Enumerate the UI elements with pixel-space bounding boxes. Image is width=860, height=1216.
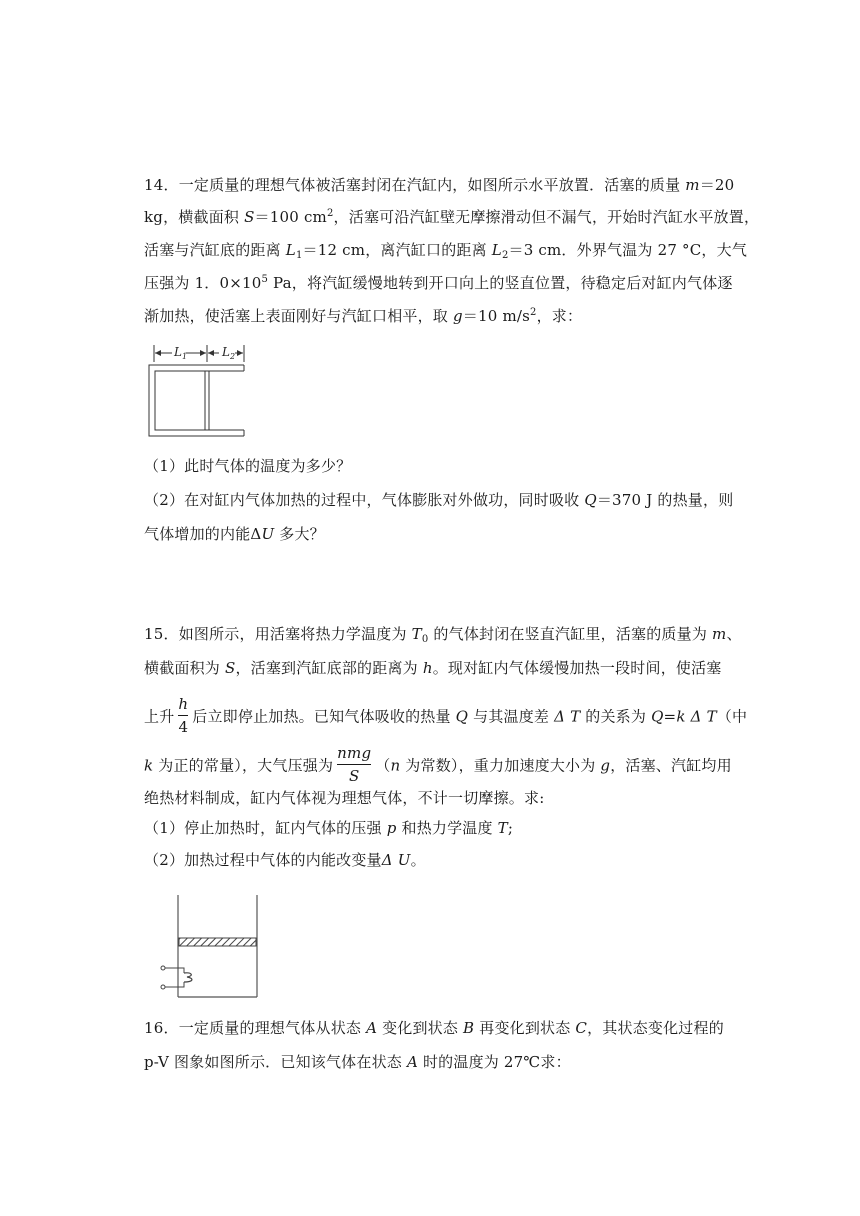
q15-line-5 — [144, 788, 544, 808]
q15-text: 。现对缸内气体缓慢加热一段时间，使活塞 — [432, 659, 722, 677]
q16-line-2 — [144, 1052, 571, 1072]
q16-var-A: A — [366, 1019, 378, 1037]
q16-var-C: C — [575, 1019, 588, 1037]
q15-number: 15． — [144, 625, 179, 643]
q15-text: ，活塞到汽缸底部的距离为 — [235, 659, 423, 677]
q15-text: 的关系为 — [580, 707, 652, 726]
q16-number: 16． — [144, 1019, 179, 1037]
q14-text: 多大？ — [274, 525, 325, 543]
q15-text: ，活塞、汽缸均用 — [610, 756, 732, 775]
heater-wire — [165, 982, 184, 987]
q15-var-m: m — [712, 625, 727, 643]
fraction-numerator: nmg — [337, 744, 372, 762]
q14-text: 一定质量的理想气体被活塞封闭在汽缸内，如图所示水平放置．活塞的质量 — [178, 176, 686, 194]
q14-text: ，求： — [536, 307, 583, 325]
q15-text: 的气体封闭在竖直汽缸里，活塞的质量为 — [428, 625, 712, 643]
q15-text: 和热力学温度 — [396, 819, 498, 837]
q14-sub: 2 — [501, 250, 509, 261]
q15-text: 、 — [726, 625, 742, 643]
q14-text: Pa，将汽缸缓慢地转到开口向上的竖直位置，待稳定后对缸内气体逐 — [268, 274, 733, 292]
q14-text: kg，横截面积 — [144, 208, 245, 226]
q15-var-T: T — [497, 819, 508, 837]
q14-line-4 — [144, 273, 733, 293]
q15-sub-question-2 — [144, 850, 426, 870]
q14-sup: 2 — [530, 307, 537, 318]
q15-var-g: g — [600, 756, 611, 775]
q15-text: （ — [375, 756, 391, 775]
piston — [179, 938, 256, 946]
q14-var-L2: L — [491, 241, 502, 259]
q15-line-3 — [144, 696, 747, 739]
q15-formula: Q=k Δ T — [651, 707, 717, 726]
q15-text: 为正的常量），大气压强为 — [153, 756, 334, 775]
q14-number: 14． — [144, 176, 179, 194]
q15-cylinder-figure — [154, 893, 266, 1003]
q14-var-g: g — [452, 307, 463, 325]
q14-line-3 — [144, 240, 747, 260]
q16-var-A: A — [406, 1053, 418, 1071]
cylinder-outer-wall — [149, 365, 244, 436]
q15-var-h: h — [422, 659, 433, 677]
q15-line-1 — [144, 624, 742, 644]
q14-var-U: U — [261, 525, 275, 543]
q14-text: （2）在对缸内气体加热的过程中，气体膨胀对外做功，同时吸收 — [144, 491, 585, 509]
q14-var-Q: Q — [584, 491, 597, 509]
q15-var-k: k — [144, 756, 154, 775]
fig-label-L1: $L_1$ — [174, 345, 188, 361]
q14-text: ＝370 J 的热量，则 — [596, 491, 734, 509]
q16-line-1 — [144, 1018, 724, 1038]
q14-cylinder-figure — [146, 340, 250, 440]
cylinder-inner-wall — [155, 371, 244, 430]
q15-var-S: S — [224, 659, 236, 677]
q14-text: ＝10 m/s — [462, 307, 531, 325]
q14-var-S: S — [244, 208, 255, 226]
fraction-numerator: h — [178, 695, 189, 713]
q15-text: （1）停止加热时，缸内气体的压强 — [144, 819, 387, 837]
q14-sub-question-2 — [144, 490, 733, 510]
heater-wire — [165, 968, 184, 973]
q14-text: ＝12 cm，离汽缸口的距离 — [302, 241, 492, 259]
q15-text: 为常数），重力加速度大小为 — [400, 756, 601, 775]
q14-text: 渐加热，使活塞上表面刚好与汽缸口相平，取 — [144, 307, 453, 325]
wire-terminal — [161, 966, 165, 970]
q15-text: 。 — [410, 851, 426, 869]
q14-sub-question-2-cont — [144, 524, 325, 544]
q15-var-Q: Q — [455, 707, 469, 726]
q15-text: 横截面积为 — [144, 659, 225, 677]
q14-sub-question-1 — [144, 456, 351, 476]
q15-line-4 — [144, 745, 732, 788]
q14-text: （1）此时气体的温度为多少？ — [144, 457, 352, 475]
q15-sub-question-1 — [144, 818, 513, 838]
q16-text: 再变化到状态 — [474, 1019, 576, 1037]
q15-var-p: p — [386, 819, 397, 837]
fraction-bar — [178, 715, 188, 716]
q15-sub: 0 — [421, 634, 429, 645]
q14-sup: 5 — [261, 274, 269, 285]
q14-line-5 — [144, 306, 582, 326]
q14-text: 压强为 1．0×10 — [144, 274, 262, 292]
q16-var-B: B — [463, 1019, 475, 1037]
fig-label-L2: $L_2$ — [222, 345, 236, 361]
q16-text: ，其状态变化过程的 — [587, 1019, 724, 1037]
q16-text: p-V 图象如图所示．已知该气体在状态 — [144, 1053, 407, 1071]
q15-var-dU: Δ U — [381, 851, 411, 869]
q14-line-1 — [144, 175, 734, 195]
heater-coil-icon — [184, 973, 192, 982]
fraction-denominator: S — [348, 767, 360, 785]
q14-text: 活塞与汽缸底的距离 — [144, 241, 286, 259]
q15-text: ; — [507, 819, 514, 837]
q15-text: （2）加热过程中气体的内能改变量 — [144, 851, 382, 869]
q15-var-dT: Δ T — [554, 707, 581, 726]
q15-var-T0: T — [411, 625, 422, 643]
q16-text: 一定质量的理想气体从状态 — [178, 1019, 367, 1037]
q14-var-m: m — [685, 176, 700, 194]
q14-sup: 2 — [326, 208, 334, 219]
fraction-bar — [337, 764, 371, 765]
q14-sub: 1 — [295, 250, 303, 261]
wire-terminal — [161, 985, 165, 989]
q14-var-L1: L — [285, 241, 296, 259]
q14-text: ，活塞可沿汽缸壁无摩擦滑动但不漏气，开始时汽缸水平放置， — [333, 208, 760, 226]
fraction-nmg-over-S — [337, 743, 371, 786]
q14-text: 气体增加的内能Δ — [144, 525, 262, 543]
q15-text: 后立即停止加热。已知气体吸收的热量 — [192, 707, 456, 726]
q15-var-n: n — [390, 756, 401, 775]
q14-text: ＝100 cm — [254, 208, 327, 226]
q14-text: ＝20 — [699, 176, 735, 194]
q15-text: 绝热材料制成，缸内气体视为理想气体，不计一切摩擦。求: — [144, 789, 545, 807]
q15-text: 与其温度差 — [468, 707, 555, 726]
q15-text: 上升 — [144, 707, 175, 726]
q15-text: 如图所示，用活塞将热力学温度为 — [178, 625, 412, 643]
q16-text: 时的温度为 27℃求： — [418, 1053, 571, 1071]
q14-text: ＝3 cm．外界气温为 27 °C，大气 — [508, 241, 748, 259]
fraction-denominator: 4 — [178, 718, 189, 736]
q15-line-2 — [144, 658, 722, 678]
fraction-h-over-4 — [178, 694, 188, 737]
q15-text: （中 — [716, 707, 748, 726]
q16-text: 变化到状态 — [377, 1019, 464, 1037]
q14-line-2 — [144, 207, 759, 227]
